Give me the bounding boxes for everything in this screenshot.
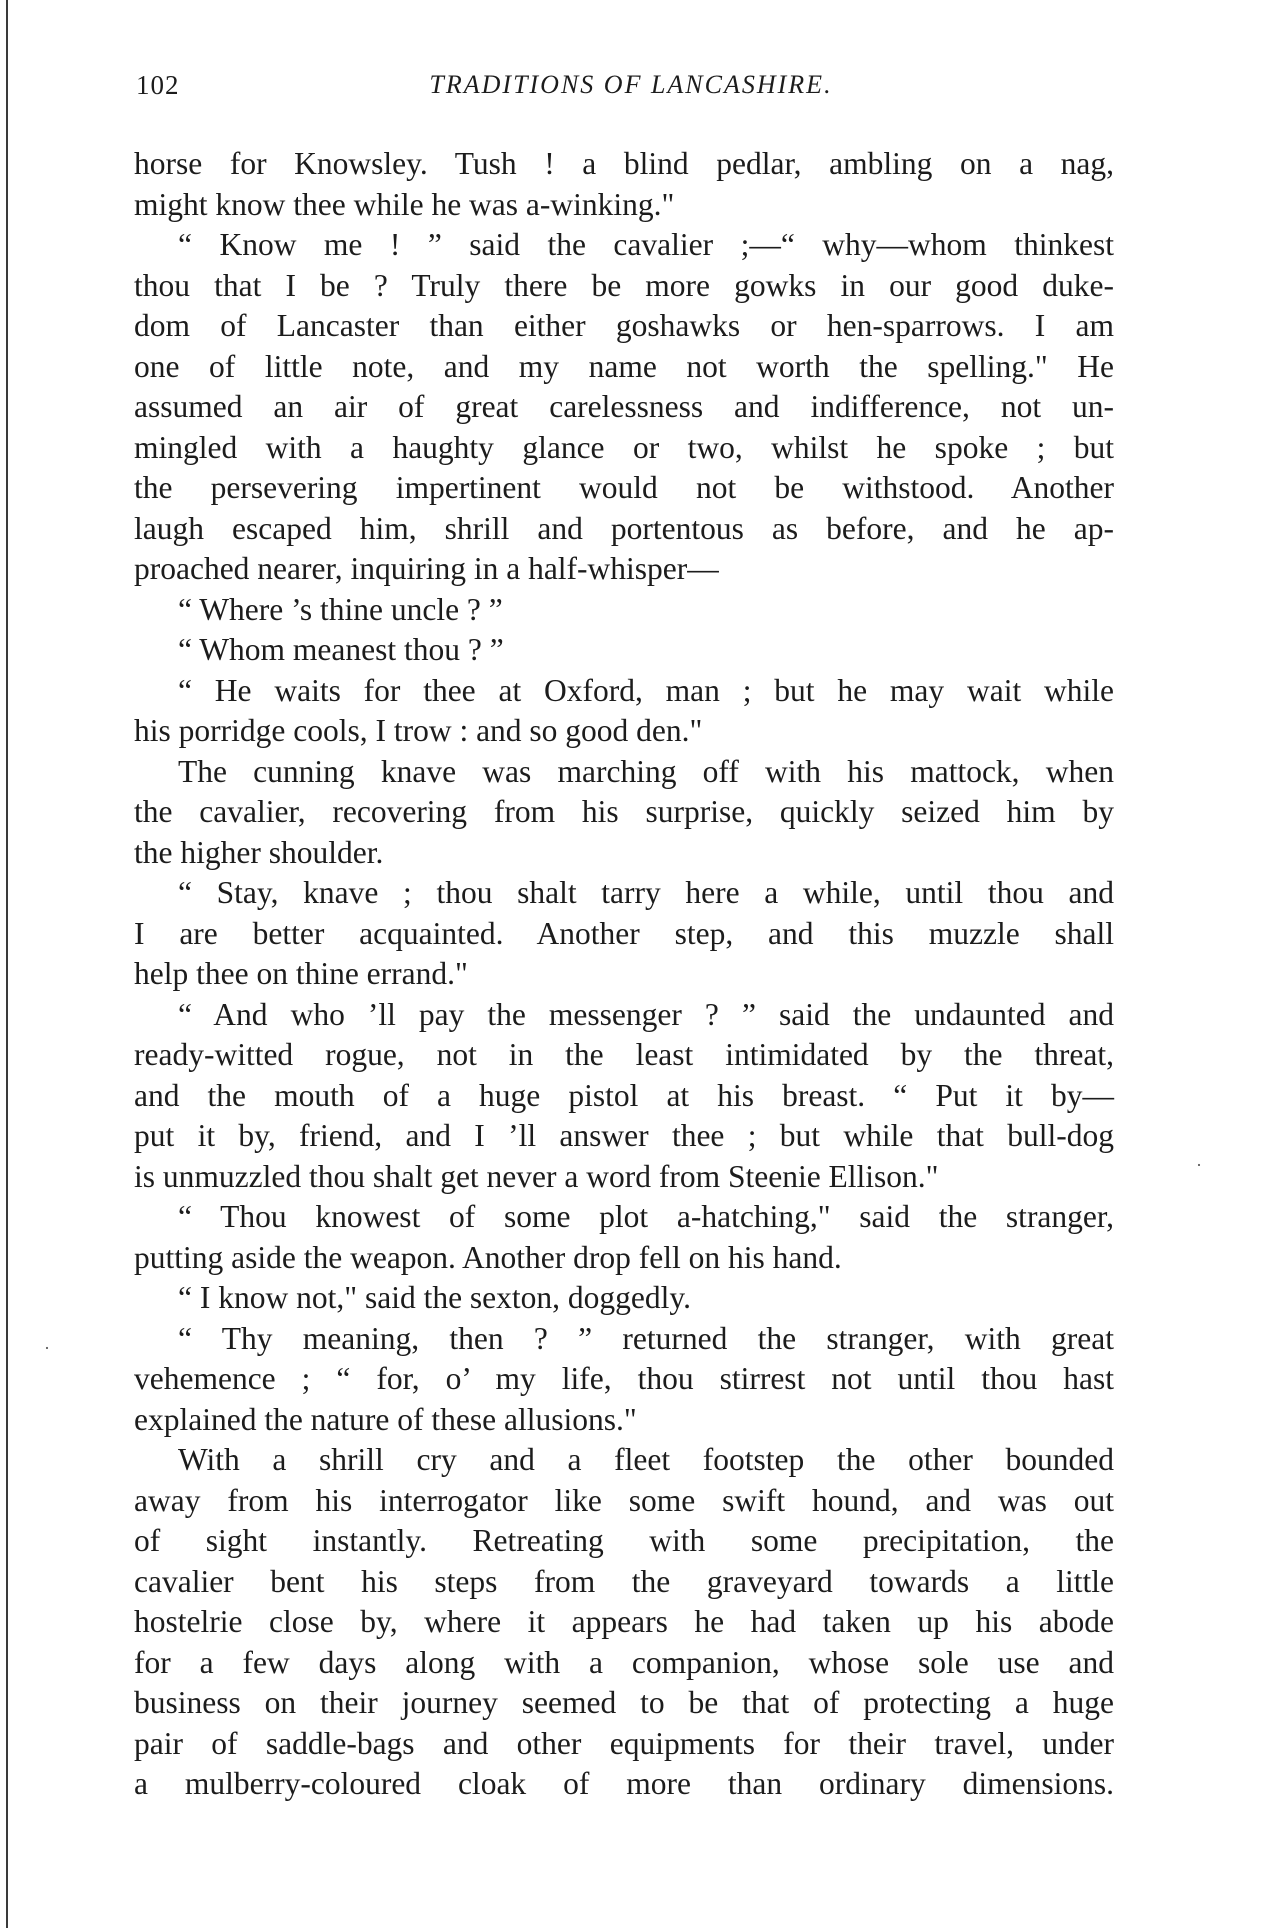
text-line: might know thee while he was a-winking." <box>134 186 675 222</box>
text-line: “ He waits for thee at Oxford, man ; but he may wait while <box>178 672 1114 708</box>
text-line: thou that I be ? Truly there be more gowks in our good duke- <box>134 267 1114 303</box>
margin-speck: · <box>44 1338 50 1358</box>
body-text <box>134 144 1114 1805</box>
text-line: I are better acquainted. Another step, and this muzzle shall <box>134 915 1114 951</box>
text-line: assumed an air of great carelessness and indifference, not un- <box>134 389 1114 424</box>
text-line: The cunning knave was marching off with his mattock, when <box>178 753 1114 789</box>
page-number: 102 <box>136 70 180 100</box>
text-line: for a few days along with a companion, whose sole use and <box>134 1644 1114 1680</box>
text-line: his porridge cools, I trow : and so good den." <box>134 713 703 748</box>
text-line: is unmuzzled thou shalt get never a word from Steenie Ellison." <box>134 1158 939 1194</box>
text-line: the persevering impertinent would not be withstood. Another <box>134 470 1114 505</box>
page-header <box>136 70 1126 110</box>
text-line: horse for Knowsley. Tush ! a blind pedlar, ambling on a nag, <box>134 146 1114 181</box>
text-line: and the mouth of a huge pistol at his breast. “ Put it by— <box>134 1077 1114 1113</box>
text-line: of sight instantly. Retreating with some precipitation, the <box>134 1523 1114 1558</box>
text-line: “ I know not," said the sexton, doggedly. <box>178 1280 691 1315</box>
text-line: business on their journey seemed to be that of protecting a huge <box>134 1685 1114 1720</box>
text-line: hostelrie close by, where it appears he had taken up his abode <box>134 1604 1114 1639</box>
text-line: the higher shoulder. <box>134 834 384 870</box>
text-line: “ Thou knowest of some plot a-hatching," said the stranger, <box>178 1199 1114 1234</box>
margin-speck: · <box>1196 1155 1202 1175</box>
text-line: “ And who ’ll pay the messenger ? ” said the undaunted and <box>178 996 1114 1032</box>
running-title: TRADITIONS OF LANCASHIRE. <box>429 70 833 99</box>
text-line: pair of saddle-bags and other equipments for their travel, under <box>134 1725 1114 1761</box>
text-line: putting aside the weapon. Another drop fell on his hand. <box>134 1239 842 1275</box>
text-line: ready-witted rogue, not in the least intimidated by the threat, <box>134 1037 1114 1072</box>
text-line: “ Stay, knave ; thou shalt tarry here a while, until thou and <box>178 875 1114 910</box>
text-line: dom of Lancaster than either goshawks or hen-sparrows. I am <box>134 308 1114 343</box>
text-line: “ Know me ! ” said the cavalier ;—“ why—whom thinkest <box>178 227 1114 262</box>
text-line: laugh escaped him, shrill and portentous as before, and he ap- <box>134 510 1114 546</box>
text-line: vehemence ; “ for, o’ my life, thou stirrest not until thou hast <box>134 1361 1114 1396</box>
text-line: help thee on thine errand." <box>134 956 468 991</box>
text-line: “ Whom meanest thou ? ” <box>178 632 504 667</box>
text-line: away from his interrogator like some swift hound, and was out <box>134 1482 1114 1518</box>
text-line: one of little note, and my name not worth the spelling." He <box>134 348 1114 384</box>
text-line: proached nearer, inquiring in a half-whisper— <box>134 551 719 586</box>
text-line: the cavalier, recovering from his surprise, quickly seized him by <box>134 794 1114 829</box>
text-line: cavalier bent his steps from the graveyard towards a little <box>134 1563 1114 1599</box>
text-line: mingled with a haughty glance or two, whilst he spoke ; but <box>134 429 1114 465</box>
text-line: a mulberry-coloured cloak of more than ordinary dimensions. <box>134 1766 1114 1801</box>
page-edge-line <box>6 0 8 1928</box>
text-line: “ Thy meaning, then ? ” returned the stranger, with great <box>178 1320 1114 1356</box>
text-line: With a shrill cry and a fleet footstep the other bounded <box>178 1442 1114 1477</box>
text-line: explained the nature of these allusions." <box>134 1401 637 1437</box>
text-line: put it by, friend, and I ’ll answer thee ; but while that bull-dog <box>134 1118 1114 1153</box>
text-line: “ Where ’s thine uncle ? ” <box>178 591 503 627</box>
